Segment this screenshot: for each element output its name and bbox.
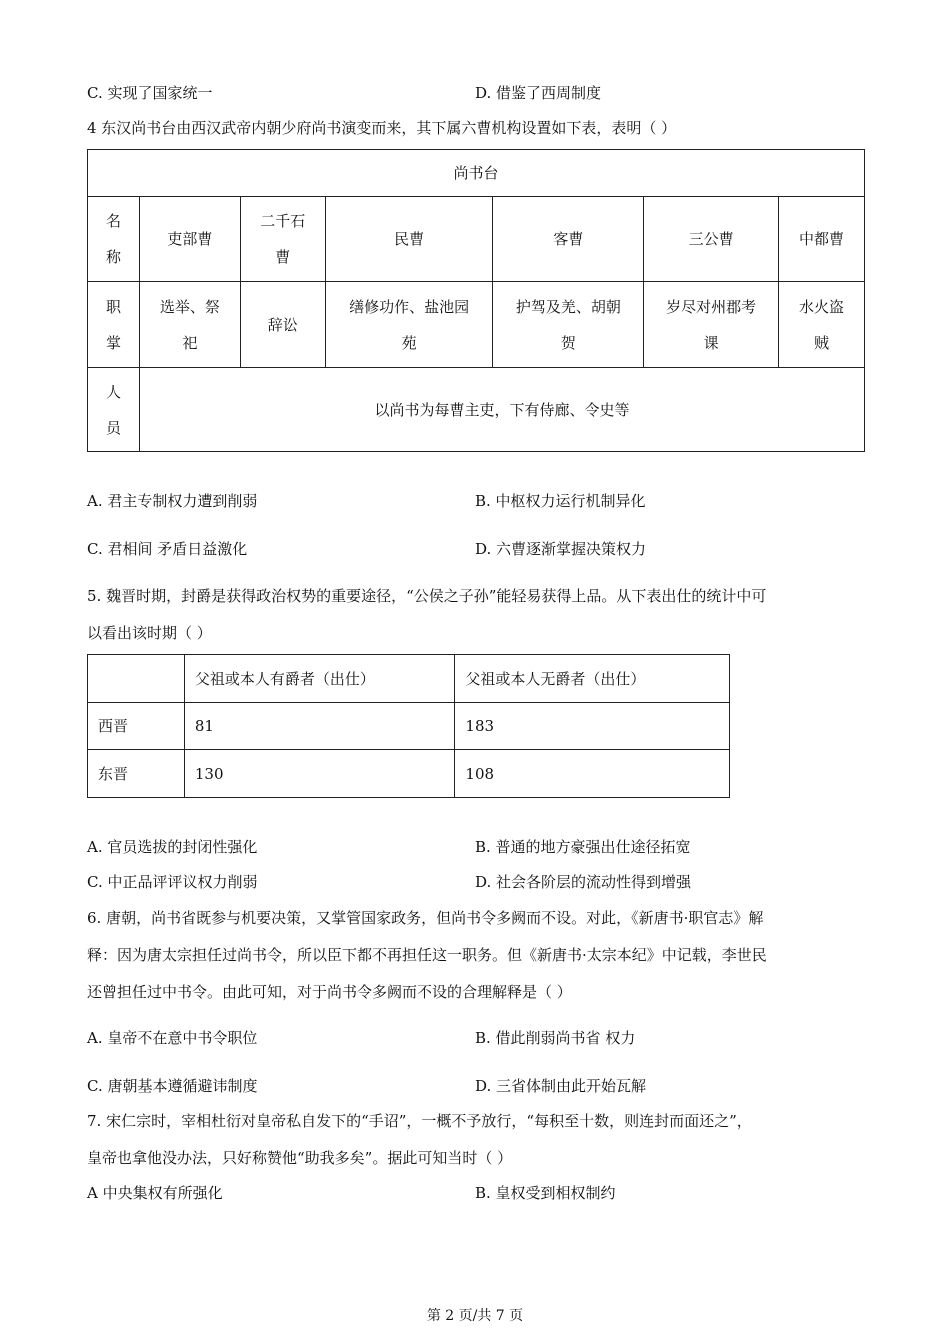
- table-row: [88, 750, 730, 798]
- table-cell: 西晋: [88, 703, 185, 750]
- option-c-prev: C. 实现了国家统一: [87, 84, 213, 102]
- q4-option-d: D. 六曹逐渐掌握决策权力: [475, 540, 647, 558]
- q4-row-staff: [88, 368, 865, 452]
- q4-stem: 4 东汉尚书台由西汉武帝内朝少府尚书演变而来，其下属六曹机构设置如下表，表明（ ）: [87, 119, 677, 137]
- duty-cell: 选举、祭 祀: [139, 282, 240, 368]
- page-footer: 第 2 页/共 7 页: [426, 1308, 524, 1324]
- header-cell: [88, 655, 185, 703]
- table-row: [88, 703, 730, 750]
- name-cell: 三公曹: [644, 197, 779, 282]
- q5-option-b: B. 普通的地方豪强出仕途径拓宽: [475, 838, 691, 856]
- name-cell: 中都曹: [779, 197, 865, 282]
- duty-cell: 辞讼: [240, 282, 325, 368]
- row-label-staff: 人 员: [88, 368, 140, 452]
- table-cell: 183: [455, 703, 730, 750]
- q4-table-title: 尚书台: [88, 150, 865, 197]
- name-cell: 吏部曹: [139, 197, 240, 282]
- q6-option-c: C. 唐朝基本遵循避讳制度: [87, 1077, 258, 1095]
- q6-option-a: A. 皇帝不在意中书令职位: [87, 1029, 258, 1047]
- q5-option-c: C. 中正品评评议权力削弱: [87, 873, 258, 891]
- q5-option-a: A. 官员选拔的封闭性强化: [87, 838, 258, 856]
- staff-cell: 以尚书为每曹主吏，下有侍廊、令史等: [139, 368, 864, 452]
- q7-stem-line1: 7. 宋仁宗时，宰相杜衍对皇帝私自发下的“手诏”，一概不予放行，“每积至十数，则连封而面还之”，: [87, 1112, 752, 1130]
- q4-row-duties: [88, 282, 865, 368]
- q7-option-b: B. 皇权受到相权制约: [475, 1184, 616, 1202]
- q5-table-header: [88, 655, 730, 703]
- name-cell: 二千石 曹: [240, 197, 325, 282]
- q6-option-d: D. 三省体制由此开始瓦解: [475, 1077, 647, 1095]
- q5-stem-line1: 5. 魏晋时期，封爵是获得政治权势的重要途径，“公侯之子孙”能轻易获得上品。从下表出仕的统计中可: [87, 587, 767, 605]
- row-label-duties: 职 掌: [88, 282, 140, 368]
- q6-stem-line2: 释：因为唐太宗担任过尚书令，所以臣下都不再担任这一职务。但《新唐书·太宗本纪》中记载，李世民: [87, 946, 767, 964]
- q4-option-c: C. 君相间 矛盾日益激化: [87, 540, 248, 558]
- q4-row-names: [88, 197, 865, 282]
- q6-stem-line1: 6. 唐朝，尚书省既参与机要决策，又掌管国家政务，但尚书令多阙而不设。对此，《新唐书·职官志》解: [87, 909, 764, 927]
- q7-option-a: A 中央集权有所强化: [87, 1184, 223, 1202]
- q5-option-d: D. 社会各阶层的流动性得到增强: [475, 873, 692, 891]
- name-cell: 民曹: [325, 197, 493, 282]
- table-cell: 130: [184, 750, 455, 798]
- q4-option-a: A. 君主专制权力遭到削弱: [87, 492, 258, 510]
- header-cell: 父祖或本人有爵者（出仕）: [184, 655, 455, 703]
- q5-table: [87, 654, 730, 798]
- q6-option-b: B. 借此削弱尚书省 权力: [475, 1029, 636, 1047]
- table-cell: 81: [184, 703, 455, 750]
- duty-cell: 水火盗 贼: [779, 282, 865, 368]
- q4-option-b: B. 中枢权力运行机制异化: [475, 492, 646, 510]
- header-cell: 父祖或本人无爵者（出仕）: [455, 655, 730, 703]
- name-cell: 客曹: [493, 197, 644, 282]
- q4-table: [87, 149, 865, 452]
- table-cell: 东晋: [88, 750, 185, 798]
- table-cell: 108: [455, 750, 730, 798]
- q7-stem-line2: 皇帝也拿他没办法，只好称赞他“助我多矣”。据此可知当时（ ）: [87, 1149, 513, 1167]
- duty-cell: 缮修功作、盐池园 苑: [325, 282, 493, 368]
- row-label-names: 名 称: [88, 197, 140, 282]
- option-d-prev: D. 借鉴了西周制度: [475, 84, 602, 102]
- duty-cell: 岁尽对州郡考 课: [644, 282, 779, 368]
- q5-stem-line2: 以看出该时期（ ）: [87, 624, 212, 642]
- q6-stem-line3: 还曾担任过中书令。由此可知，对于尚书令多阙而不设的合理解释是（ ）: [87, 983, 572, 1001]
- duty-cell: 护驾及羌、胡朝 贺: [493, 282, 644, 368]
